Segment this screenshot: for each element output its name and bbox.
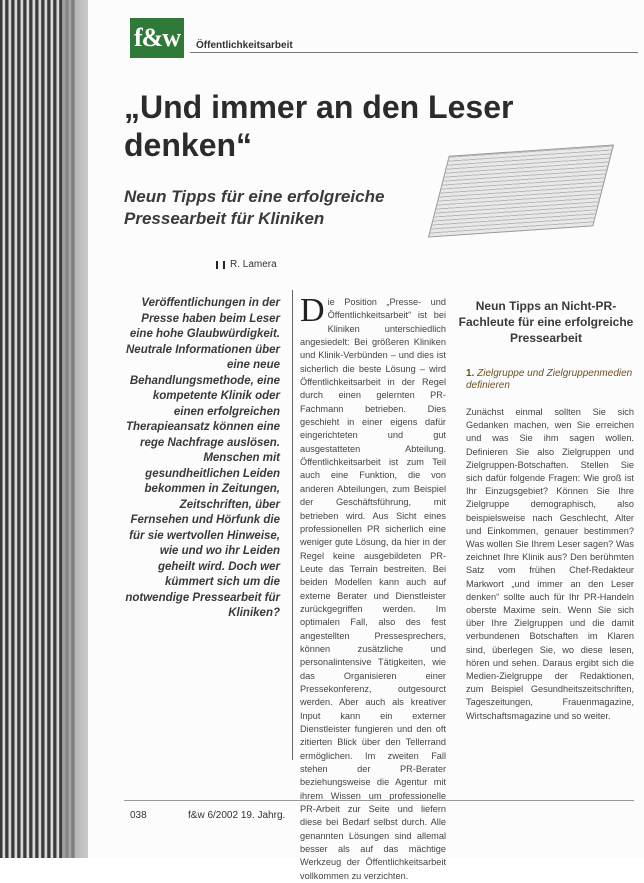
article-title: „Und immer an den Leser denken“ <box>124 89 514 163</box>
issue-info: f&w 6/2002 19. Jahrg. <box>188 810 286 821</box>
newspaper-illustration <box>420 140 610 250</box>
footer-rule <box>124 800 634 801</box>
author-marker-icon <box>216 261 225 269</box>
article-lead: Veröffentlichungen in der Presse haben beim Leser eine hohe Glaubwürdigkeit. Neutrale Informationen über eine neue Behandlungsmethode, eine kompetente Klinik oder einen erfolgreichen Therapieansatz können eine rege Nachfrage auslösen. Menschen mit gesundheitlichen Leiden bekommen in Zeitungen, Zeitschriften, über Fernsehen und Hörfunk die für sie wertvollen Hinweise, wie und wo ihr Leiden geheilt wird. Doch wer kümmert sich um die notwendige Pressearbeit für Kliniken? <box>125 297 280 619</box>
page-number: 038 <box>130 810 147 821</box>
article-body <box>300 292 446 883</box>
tip-heading-text: Zielgruppe und Zielgruppenmedien definieren <box>466 368 633 391</box>
newspaper-image <box>428 144 614 237</box>
header-rule <box>190 52 638 53</box>
magazine-logo: f&w <box>130 18 184 58</box>
section-label: Öffentlichkeitsarbeit <box>196 40 293 51</box>
tip-text: Zunächst einmal sollten Sie sich Gedanken machen, wen Sie erreichen und was Sie ihm sagen wollen. Definieren Sie also Zielgruppen und Zielgruppen-Botschaften. Stellen Sie sich dafür folgende Fragen: Wie groß ist Ihr Einzugsgebiet? Können Sie Ihre Zielgruppe demographisch, also beispielsweise nach Geschlecht, Alter und Einkommen, genauer bestimmen? Was wollen Sie Ihrem Leser sagen? Was zeichnet Ihre Klinik aus? Den berühmten Satz vom frühen Chef-Redakteur Markwort „und immer an den Leser denken“ sollte auch für Ihr PR-Handeln oberste Maxime sein. Wenn Sie sich über Ihre Zielgruppen und die damit verbundenen Botschaften im Klaren sind, überlegen Sie, wo diese lesen, hören und sehen. Daraus ergibt sich die Medien-Zielgruppe der Redaktionen, zum Beispiel Gesundheitszeitschriften, Tageszeitungen, Frauenmagazine, Wirtschaftsmagazine und so weiter. <box>466 407 634 721</box>
tips-box-title: Neun Tipps an Nicht-PR-Fachleute für eine erfolgreiche Pressearbeit <box>458 299 634 345</box>
drop-cap: D <box>300 292 325 329</box>
author-name: R. Lamera <box>230 259 277 270</box>
tip-heading <box>466 368 636 392</box>
article-body-text: ie Position „Presse- und Öffentlichkeitsarbeit“ ist bei Kliniken unterschiedlich angesiedelt: Bei größeren Kliniken und Klinik-Verbünden – und dies ist sicherlich die beste Lösung – wird Öffentlichkeitsarbeit in der Regel durch einen gelernten PR-Fachmann betrieben. Dies geschieht in einer eigens dafür eingerichteten und gut ausgestatteten Abteilung. Öffentlichkeitsarbeit ist zum Teil auch eine Funktion, die von anderen Abteilungen, zum Beispiel der Geschäftsführung, mit betrieben wird. Aus Sicht eines professionellen PR sicherlich eine weniger gute Lösung, da hier in der Regel keine ausgebildeten PR-Leute das Terrain bestreiten. Bei beiden Modellen kann auch auf externe Berater und Dienstleister zurückgegriffen werden. Im optimalen Fall, also des fest angestellten Pressesprechers, können zusätzliche und personalintensive Tätigkeiten, wie das Organisieren einer Pressekonferenz, outgesourct werden. Aber auch als kreativer Input kann ein externer Dienstleister fungieren und den oft zitierten Blick über den Tellerrand ermöglichen. Im zweiten Fall stehen der PR-Berater beziehungsweise die Agentur mit ihrem Wissen um professionelle PR-Arbeit zur Seite und liefern diese bei Bedarf selbst durch. Alle genannten Lösungen sind allemal besser als auf das mächtige Werkzeug der Öffentlichkeitsarbeit vollkommen zu verzichten. <box>300 297 446 881</box>
tip-number: 1. <box>466 368 475 379</box>
article-subtitle: Neun Tipps für eine erfolgreiche Pressearbeit für Kliniken <box>124 187 385 228</box>
column-divider <box>292 290 293 760</box>
